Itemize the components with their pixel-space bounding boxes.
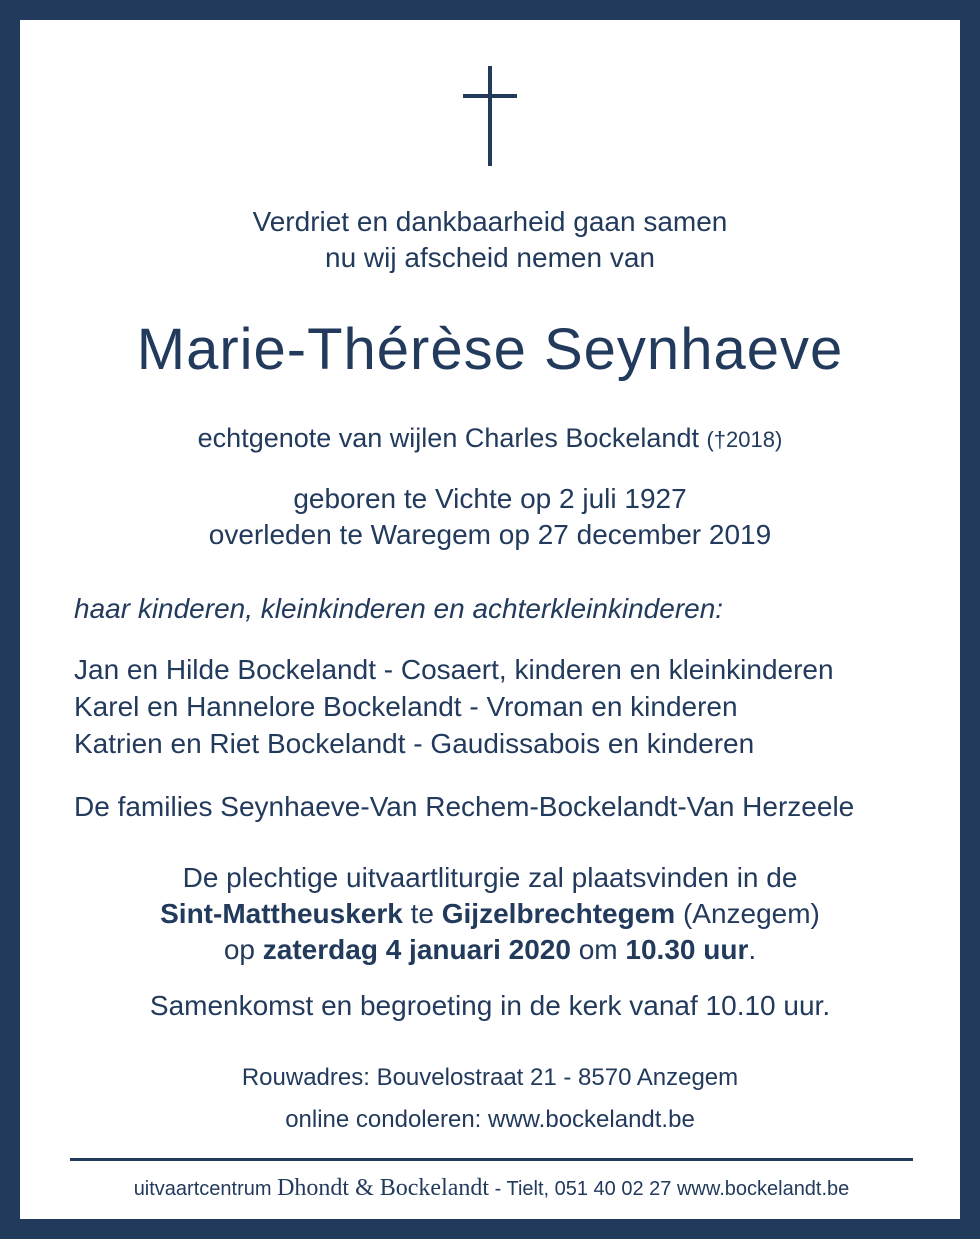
- ceremony-line-2: [0, 896, 980, 932]
- child-entry: Katrien en Riet Bockelandt - Gaudissabois en kinderen: [74, 728, 755, 759]
- footer-divider: [70, 1158, 913, 1161]
- ceremony-te: te: [410, 898, 434, 929]
- footer: [70, 1170, 913, 1207]
- intro-line-1: Verdriet en dankbaarheid gaan samen: [252, 206, 728, 237]
- condolences-line: online condoleren: www.bockelandt.be: [285, 1106, 695, 1133]
- deceased-name: Marie-Thérèse Seynhaeve: [136, 317, 844, 382]
- ceremony-line-1: De plechtige uitvaartliturgie zal plaatsvinden in de: [182, 862, 798, 893]
- ceremony-date: zaterdag 4 januari 2020: [262, 934, 571, 965]
- ceremony-line-3: [0, 932, 980, 968]
- ceremony-op: op: [223, 934, 255, 965]
- death-line: overleden te Waregem op 27 december 2019: [208, 519, 772, 550]
- child-entry: Jan en Hilde Bockelandt - Cosaert, kinderen en kleinkinderen: [74, 654, 834, 685]
- family-heading: haar kinderen, kleinkinderen en achterkleinkinderen:: [74, 593, 724, 624]
- birth-line: geboren te Vichte op 2 juli 1927: [293, 483, 687, 514]
- church-name: Sint-Mattheuskerk: [160, 898, 403, 929]
- footer-prefix: uitvaartcentrum: [133, 1178, 272, 1200]
- ceremony-om: om: [578, 934, 618, 965]
- ceremony-period: .: [748, 934, 757, 965]
- life-dates: [0, 481, 980, 553]
- spouse-text: echtgenote van wijlen Charles Bockelandt: [197, 423, 699, 453]
- church-town: Gijzelbrechtegem: [441, 898, 676, 929]
- child-entry: Karel en Hannelore Bockelandt - Vroman en kinderen: [74, 691, 738, 722]
- footer-details: - Tielt, 051 40 02 27 www.bockelandt.be: [494, 1178, 850, 1200]
- ceremony-block: [0, 860, 980, 968]
- children-list: [74, 651, 834, 762]
- ceremony-time: 10.30 uur: [625, 934, 749, 965]
- gathering-line: Samenkomst en begroeting in de kerk vanaf 10.10 uur.: [149, 990, 831, 1021]
- church-region: (Anzegem): [682, 898, 820, 929]
- families-line: De families Seynhaeve-Van Rechem-Bockelandt-Van Herzeele: [74, 791, 855, 822]
- footer-brand: Dhondt & Bockelandt: [277, 1175, 490, 1201]
- mourning-address: Rouwadres: Bouvelostraat 21 - 8570 Anzegem: [241, 1064, 739, 1091]
- intro-line-2: nu wij afscheid nemen van: [325, 242, 655, 273]
- intro-text: [0, 204, 980, 276]
- spouse-line: [0, 420, 980, 458]
- spouse-death: (†2018): [706, 427, 783, 452]
- cross-icon: [463, 66, 517, 166]
